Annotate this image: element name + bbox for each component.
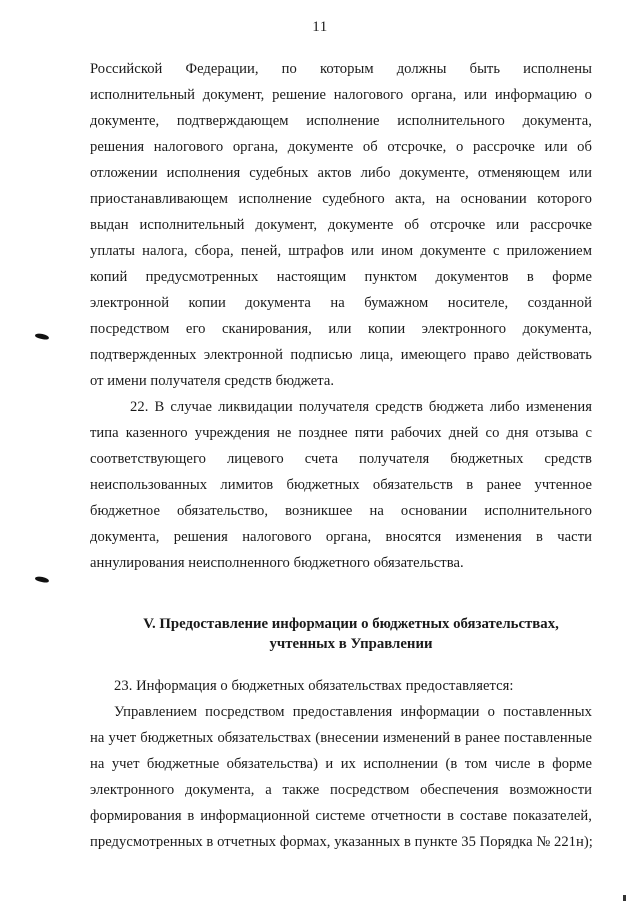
text-line: исполнительный документ, решение налогового органа, или информацию о bbox=[90, 87, 592, 103]
text-line: соответствующего лицевого счета получателя бюджетных средств bbox=[90, 451, 592, 467]
text-line: предусмотренных в отчетных формах, указанных в пункте 35 Порядка № 221н); bbox=[90, 834, 593, 850]
text-line: электронного документа, а также посредством обеспечения возможности bbox=[90, 782, 592, 798]
text-line: на учет бюджетные обязательства) и их исполнении (в том числе в форме bbox=[90, 756, 592, 772]
scan-edge-mark bbox=[623, 895, 626, 901]
text-line: подтвержденных электронной подписью лица, имеющего право действовать bbox=[90, 347, 592, 363]
text-line: решения налогового органа, документе об отсрочке, о рассрочке или об bbox=[90, 139, 592, 155]
text-line: Управлением посредством предоставления информации о поставленных bbox=[114, 704, 592, 720]
text-line: аннулирования неисполненного бюджетного обязательства. bbox=[90, 555, 464, 571]
binding-mark bbox=[35, 576, 50, 584]
text-line: типа казенного учреждения не позднее пяти рабочих дней со дня отзыва с bbox=[90, 425, 592, 441]
text-line: бюджетное обязательство, возникшее на основании исполнительного bbox=[90, 503, 592, 519]
text-line: формирования в информационной системе отчетности в составе показателей, bbox=[90, 808, 592, 824]
binding-mark bbox=[35, 333, 50, 341]
text-line: 22. В случае ликвидации получателя средств бюджета либо изменения bbox=[130, 399, 592, 415]
section-heading-line: учтенных в Управлении bbox=[269, 636, 433, 652]
text-line: выдан исполнительный документ, документе об отсрочке или рассрочке bbox=[90, 217, 592, 233]
text-line: неиспользованных лимитов бюджетных обязательств в ранее учтенное bbox=[90, 477, 592, 493]
text-line: посредством его сканирования, или копии электронного документа, bbox=[90, 321, 592, 337]
text-line: Российской Федерации, по которым должны быть исполнены bbox=[90, 61, 592, 77]
section-heading-line: V. Предоставление информации о бюджетных обязательствах, bbox=[143, 616, 559, 632]
text-line: уплаты налога, сбора, пеней, штрафов или ином документе с приложением bbox=[90, 243, 592, 259]
text-line: документа, решения налогового органа, вносятся изменения в части bbox=[90, 529, 592, 545]
text-line: от имени получателя средств бюджета. bbox=[90, 373, 335, 389]
text-line: копий предусмотренных настоящим пунктом документов в форме bbox=[90, 269, 592, 285]
text-line: отложении исполнения судебных актов либо документе, отменяющем или bbox=[90, 165, 592, 181]
text-line: на учет бюджетных обязательствах (внесении изменений в ранее поставленные bbox=[90, 730, 592, 746]
text-line: приостанавливающем исполнение судебного акта, на основании которого bbox=[90, 191, 592, 207]
text-line: 23. Информация о бюджетных обязательствах предоставляется: bbox=[114, 678, 514, 694]
text-line: документе, подтверждающем исполнение исполнительного документа, bbox=[90, 113, 592, 129]
page-number: 11 bbox=[312, 19, 328, 35]
text-line: электронной копии документа на бумажном носителе, созданной bbox=[90, 295, 592, 311]
